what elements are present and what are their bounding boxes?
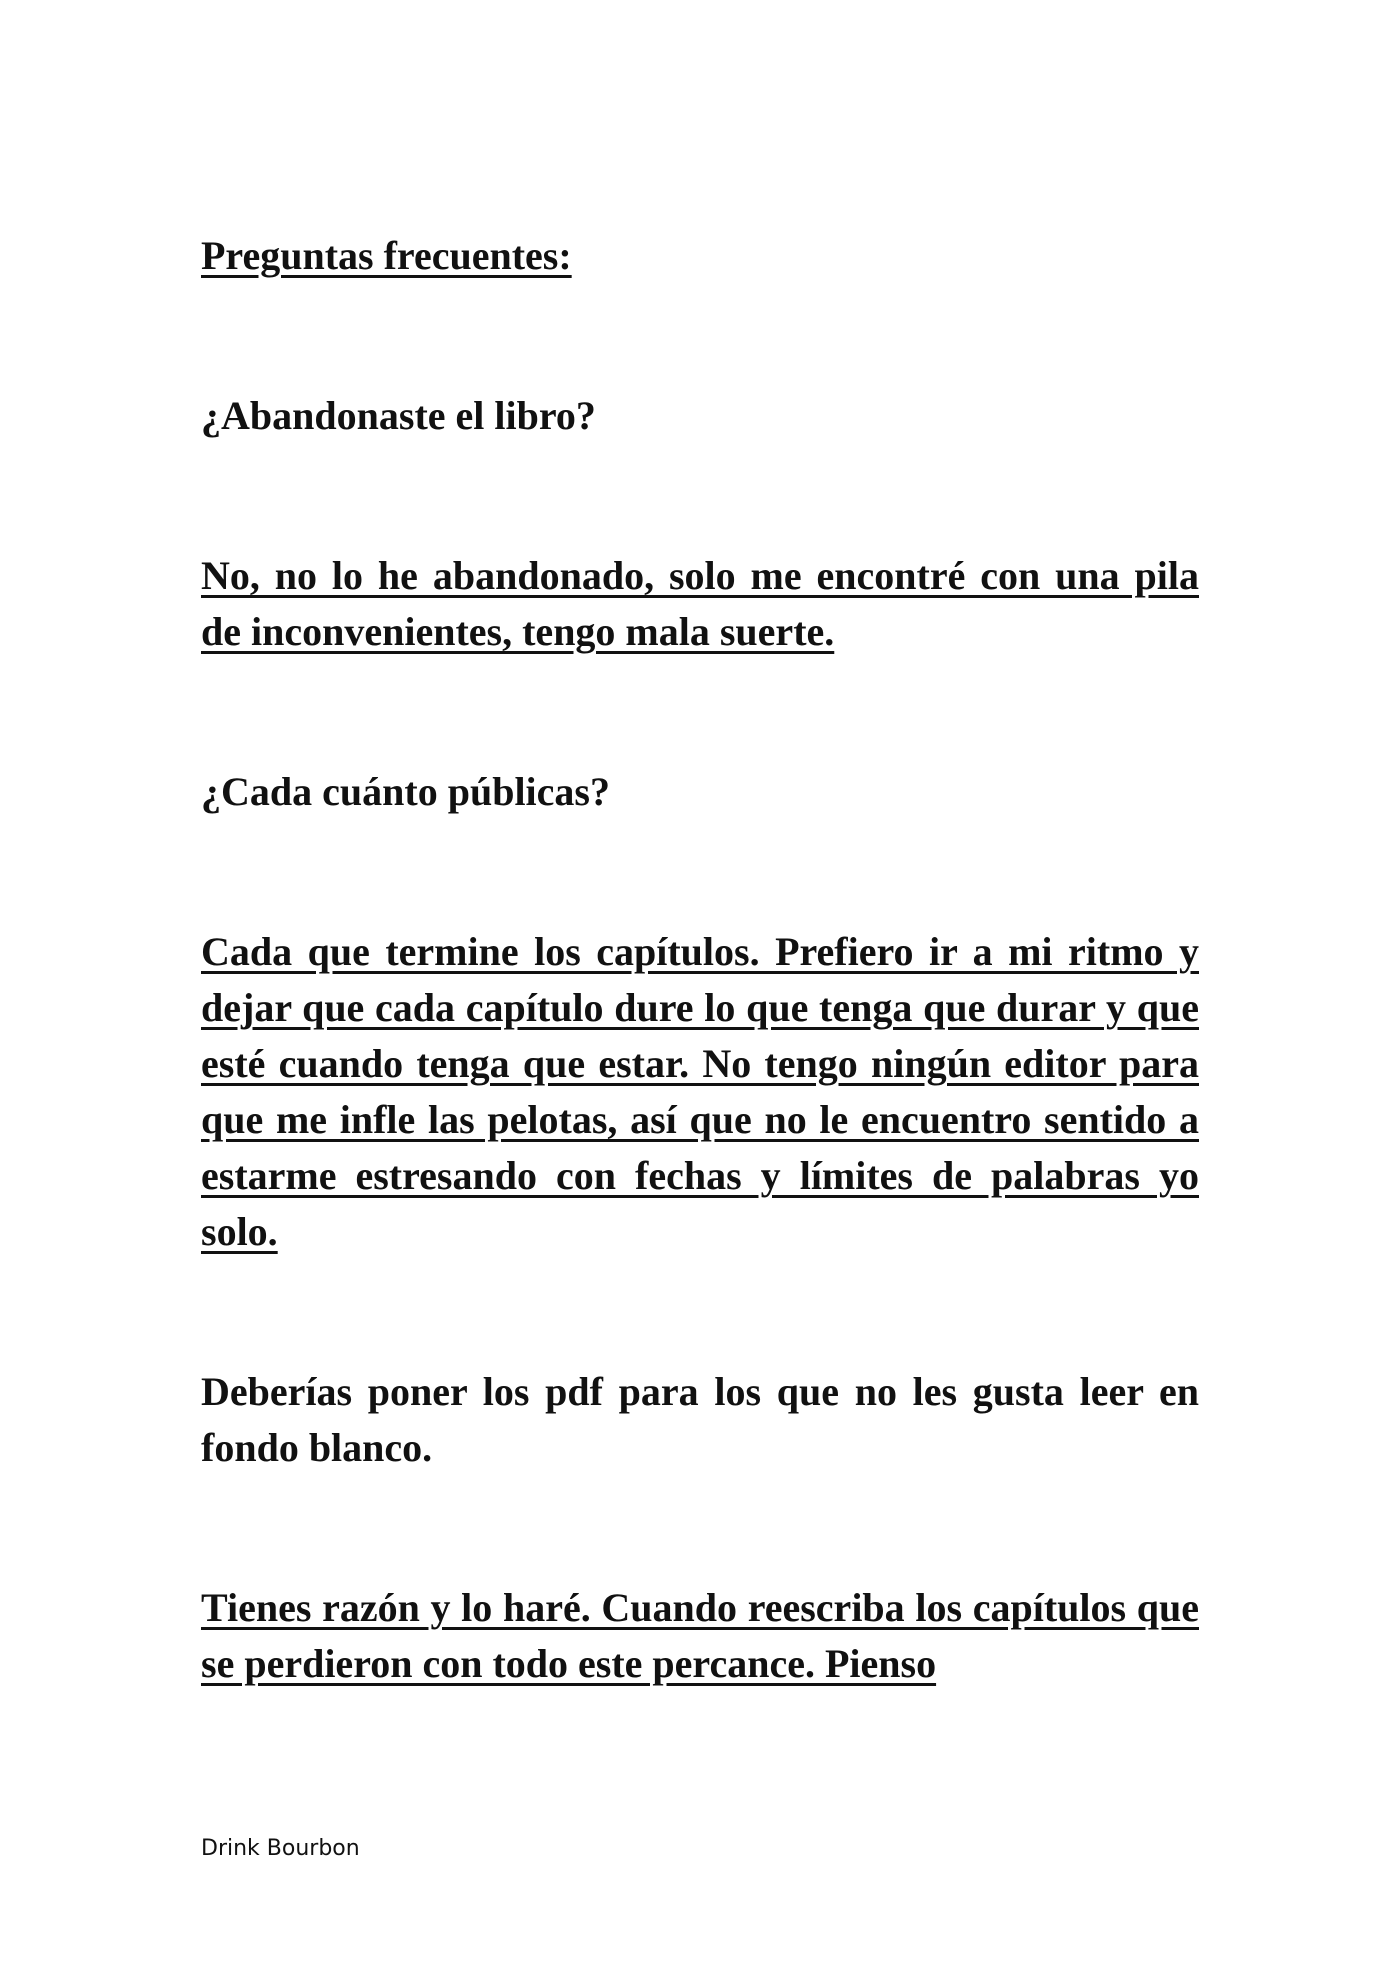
faq-answer-2 [201,924,1199,1260]
faq-answer-1-text: No, no lo he abandonado, solo me encontré con una pila de inconvenientes, tengo mala suerte. [201,553,1199,654]
document-body [201,228,1199,1692]
faq-answer-1 [201,548,1199,660]
faq-question-1: ¿Abandonaste el libro? [201,393,596,438]
faq-title [201,228,1199,284]
faq-answer-3 [201,1580,1199,1692]
faq-answer-3-text: Tienes razón y lo haré. Cuando reescriba los capítulos que se perdieron con todo este percance. Pienso [201,1585,1199,1686]
faq-question-3: Deberías poner los pdf para los que no les gusta leer en fondo blanco. [201,1369,1199,1470]
faq-question-2: ¿Cada cuánto públicas? [201,769,610,814]
faq-answer-2-text: Cada que termine los capítulos. Prefiero ir a mi ritmo y dejar que cada capítulo dure lo que tenga que durar y que esté cuando tenga que estar. No tengo ningún editor para que me infle las pelotas, así que no le encuentro sentido a estarme estresando con fechas y límites de palabras yo solo. [201,929,1199,1254]
page-footer: Drink Bourbon [201,1836,360,1861]
faq-title-text: Preguntas frecuentes: [201,233,572,278]
